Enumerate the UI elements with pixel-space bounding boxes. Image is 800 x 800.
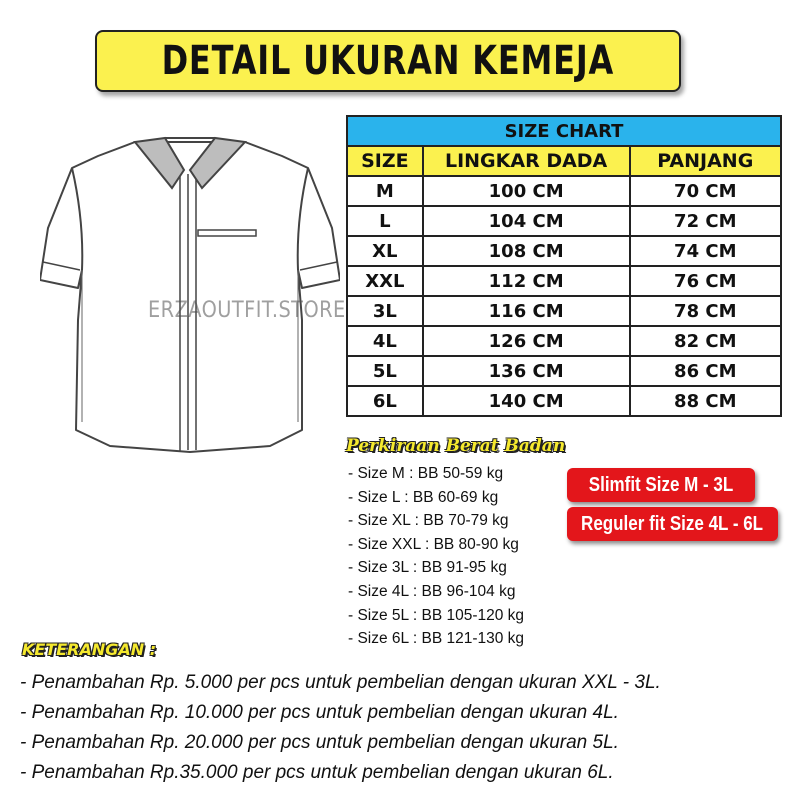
list-item: - Penambahan Rp. 5.000 per pcs untuk pembelian dengan ukuran XXL - 3L.: [20, 672, 661, 693]
cell-size: 5L: [347, 356, 423, 386]
cell-size: 4L: [347, 326, 423, 356]
header-size: SIZE: [347, 146, 423, 176]
list-item: - Size M : BB 50-59 kg: [348, 465, 504, 482]
cell-size: 3L: [347, 296, 423, 326]
cell-length: 72 CM: [630, 206, 781, 236]
cell-chest: 116 CM: [423, 296, 630, 326]
list-item: - Size L : BB 60-69 kg: [348, 488, 499, 506]
list-item: - Size 5L : BB 105-120 kg: [348, 606, 525, 624]
table-row: [347, 176, 781, 206]
cell-size: XL: [347, 236, 423, 266]
list-item: - Size 4L : BB 96-104 kg: [348, 582, 516, 600]
size-chart-table: [346, 115, 782, 417]
cell-size: 6L: [347, 386, 423, 416]
cell-length: 88 CM: [630, 386, 781, 416]
cell-length: 76 CM: [630, 266, 781, 296]
table-row: [347, 296, 781, 326]
cell-size: XXL: [347, 266, 423, 296]
cell-length: 82 CM: [630, 326, 781, 356]
list-item: - Penambahan Rp.35.000 per pcs untuk pembelian dengan ukuran 6L.: [20, 762, 614, 783]
list-item: - Size 3L : BB 91-95 kg: [348, 559, 507, 577]
slimfit-badge-label: Slimfit Size M - 3L: [588, 473, 734, 496]
list-item: - Penambahan Rp. 10.000 per pcs untuk pembelian dengan ukuran 4L.: [20, 702, 619, 723]
slimfit-badge: [567, 468, 755, 502]
table-row: [347, 356, 781, 386]
list-item: - Size XL : BB 70-79 kg: [348, 512, 509, 530]
size-chart-header: [347, 146, 781, 176]
weight-estimate-list: [348, 462, 524, 651]
cell-length: 78 CM: [630, 296, 781, 326]
header-chest: LINGKAR DADA: [423, 146, 630, 176]
cell-length: 86 CM: [630, 356, 781, 386]
cell-length: 70 CM: [630, 176, 781, 206]
title-banner: [95, 30, 681, 92]
table-row: [347, 386, 781, 416]
shirt-illustration: [40, 130, 340, 460]
cell-size: L: [347, 206, 423, 236]
regular-fit-badge-label: Reguler fit Size 4L - 6L: [581, 512, 764, 535]
list-item: - Size XXL : BB 80-90 kg: [348, 535, 519, 553]
cell-chest: 140 CM: [423, 386, 630, 416]
list-item: - Penambahan Rp. 20.000 per pcs untuk pembelian dengan ukuran 5L.: [20, 732, 619, 753]
cell-chest: 104 CM: [423, 206, 630, 236]
cell-chest: 136 CM: [423, 356, 630, 386]
regular-fit-badge: [567, 507, 778, 541]
table-row: [347, 266, 781, 296]
size-chart-title: SIZE CHART: [347, 116, 781, 146]
page-title: DETAIL UKURAN KEMEJA: [161, 38, 615, 84]
watermark: ERZAOUTFIT.STORE: [148, 298, 346, 323]
notes-heading: KETERANGAN :: [22, 640, 157, 659]
cell-size: M: [347, 176, 423, 206]
table-row: [347, 326, 781, 356]
table-row: [347, 206, 781, 236]
table-row: [347, 236, 781, 266]
cell-chest: 112 CM: [423, 266, 630, 296]
cell-chest: 126 CM: [423, 326, 630, 356]
header-length: PANJANG: [630, 146, 781, 176]
notes-list: [20, 668, 661, 788]
cell-length: 74 CM: [630, 236, 781, 266]
cell-chest: 100 CM: [423, 176, 630, 206]
weight-estimate-heading: Perkiraan Berat Badan: [346, 436, 566, 456]
list-item: - Size 6L : BB 121-130 kg: [348, 630, 525, 648]
cell-chest: 108 CM: [423, 236, 630, 266]
